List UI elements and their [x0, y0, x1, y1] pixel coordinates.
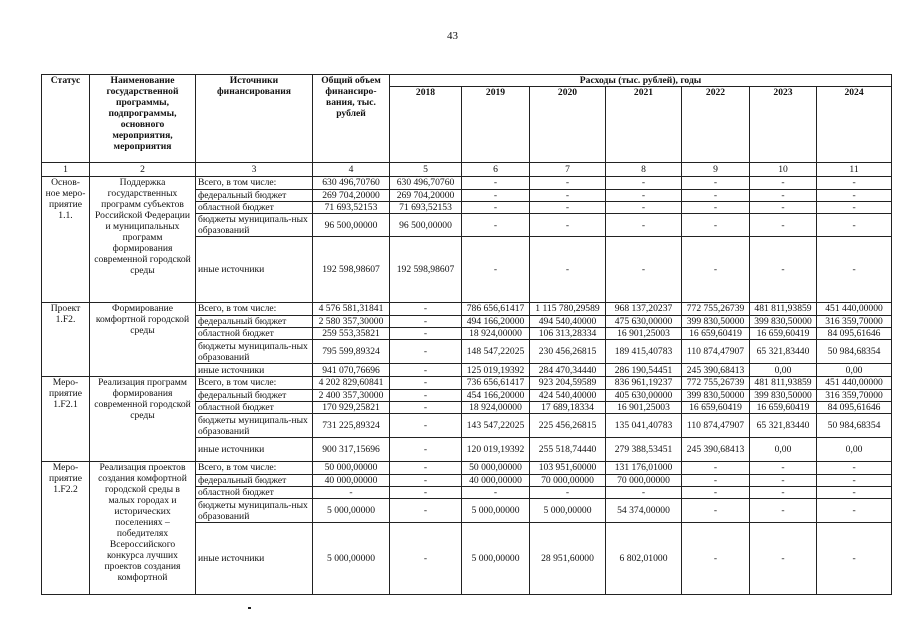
year-value-cell: 225 456,26815	[530, 414, 606, 438]
column-number: 9	[682, 163, 750, 177]
year-value-cell: 245 390,68413	[682, 438, 750, 462]
source-cell: иные источники	[196, 364, 313, 377]
total-cell: 731 225,89324	[313, 414, 390, 438]
year-value-cell: -	[682, 190, 750, 202]
year-value-cell: 65 321,83440	[750, 340, 817, 364]
year-value-cell: 316 359,70000	[817, 390, 892, 402]
year-value-cell: -	[817, 475, 892, 487]
total-cell: 941 070,76696	[313, 364, 390, 377]
total-cell: 40 000,00000	[313, 475, 390, 487]
year-value-cell: 135 041,40783	[606, 414, 682, 438]
year-value-cell: -	[750, 499, 817, 523]
year-value-cell: -	[390, 523, 462, 595]
year-value-cell: 0,00	[817, 364, 892, 377]
year-value-cell: 50 984,68354	[817, 414, 892, 438]
year-value-cell: -	[390, 487, 462, 499]
status-cell: Проект 1.F2.	[42, 303, 90, 377]
year-value-cell: 923 204,59589	[530, 377, 606, 390]
year-value-cell: -	[390, 316, 462, 328]
year-value-cell: 148 547,22025	[462, 340, 530, 364]
year-value-cell: 0,00	[817, 438, 892, 462]
year-value-cell: 630 496,70760	[390, 177, 462, 190]
year-value-cell: -	[462, 190, 530, 202]
header-year: 2024	[817, 87, 892, 163]
column-number: 11	[817, 163, 892, 177]
year-value-cell: -	[817, 523, 892, 595]
year-value-cell: 475 630,00000	[606, 316, 682, 328]
year-value-cell: 279 388,53451	[606, 438, 682, 462]
year-value-cell: 16 659,60419	[750, 328, 817, 340]
source-cell: Всего, в том числе:	[196, 462, 313, 475]
year-value-cell: -	[606, 214, 682, 237]
source-cell: Всего, в том числе:	[196, 303, 313, 316]
total-cell: 192 598,98607	[313, 237, 390, 303]
year-value-cell: 143 547,22025	[462, 414, 530, 438]
source-cell: бюджеты муниципаль-ных образований	[196, 499, 313, 523]
source-cell: Всего, в том числе:	[196, 177, 313, 190]
year-value-cell: 28 951,60000	[530, 523, 606, 595]
column-number: 1	[42, 163, 90, 177]
year-value-cell: -	[817, 487, 892, 499]
year-value-cell: -	[817, 237, 892, 303]
year-value-cell: 1 115 780,29589	[530, 303, 606, 316]
year-value-cell: -	[390, 340, 462, 364]
source-cell: иные источники	[196, 237, 313, 303]
column-number: 6	[462, 163, 530, 177]
year-value-cell: 968 137,20237	[606, 303, 682, 316]
year-value-cell: -	[462, 487, 530, 499]
year-value-cell: 50 000,00000	[462, 462, 530, 475]
year-value-cell: 451 440,00000	[817, 303, 892, 316]
year-value-cell: 230 456,26815	[530, 340, 606, 364]
year-value-cell: -	[750, 190, 817, 202]
source-cell: бюджеты муниципаль-ных образований	[196, 340, 313, 364]
source-cell: федеральный бюджет	[196, 390, 313, 402]
year-value-cell: -	[750, 237, 817, 303]
year-value-cell: 50 984,68354	[817, 340, 892, 364]
total-cell: 900 317,15696	[313, 438, 390, 462]
year-value-cell: 84 095,61646	[817, 328, 892, 340]
year-value-cell: -	[750, 202, 817, 214]
year-value-cell: 245 390,68413	[682, 364, 750, 377]
year-value-cell: 71 693,52153	[390, 202, 462, 214]
year-value-cell: 786 656,61417	[462, 303, 530, 316]
year-value-cell: 255 518,74440	[530, 438, 606, 462]
year-value-cell: 5 000,00000	[462, 523, 530, 595]
year-value-cell: 399 830,50000	[682, 390, 750, 402]
table-row	[42, 303, 892, 316]
column-number: 4	[313, 163, 390, 177]
total-cell: -	[313, 487, 390, 499]
source-cell: федеральный бюджет	[196, 475, 313, 487]
column-number: 3	[196, 163, 313, 177]
year-value-cell: 18 924,00000	[462, 402, 530, 414]
year-value-cell: -	[530, 237, 606, 303]
year-value-cell: -	[462, 202, 530, 214]
header-year: 2022	[682, 87, 750, 163]
year-value-cell: 18 924,00000	[462, 328, 530, 340]
year-value-cell: 84 095,61646	[817, 402, 892, 414]
year-value-cell: 16 659,60419	[682, 328, 750, 340]
source-cell: Всего, в том числе:	[196, 377, 313, 390]
year-value-cell: -	[530, 214, 606, 237]
year-value-cell: -	[817, 214, 892, 237]
table-row	[42, 377, 892, 390]
column-number: 5	[390, 163, 462, 177]
total-cell: 96 500,00000	[313, 214, 390, 237]
year-value-cell: -	[606, 190, 682, 202]
total-cell: 5 000,00000	[313, 499, 390, 523]
year-value-cell: 269 704,20000	[390, 190, 462, 202]
table-row	[42, 462, 892, 475]
budget-table	[41, 74, 892, 595]
year-value-cell: 6 802,01000	[606, 523, 682, 595]
header-expenses: Расходы (тыс. рублей), годы	[390, 75, 892, 87]
year-value-cell: -	[462, 177, 530, 190]
year-value-cell: 70 000,00000	[530, 475, 606, 487]
year-value-cell: 772 755,26739	[682, 377, 750, 390]
year-value-cell: -	[606, 237, 682, 303]
total-cell: 5 000,00000	[313, 523, 390, 595]
year-value-cell: -	[682, 475, 750, 487]
year-value-cell: 16 659,60419	[750, 402, 817, 414]
year-value-cell: -	[817, 499, 892, 523]
year-value-cell: 736 656,61417	[462, 377, 530, 390]
source-cell: иные источники	[196, 438, 313, 462]
total-cell: 4 576 581,31841	[313, 303, 390, 316]
year-value-cell: -	[390, 303, 462, 316]
name-cell: Формирование комфортной городской среды	[90, 303, 196, 377]
year-value-cell: -	[750, 487, 817, 499]
column-number: 8	[606, 163, 682, 177]
source-cell: федеральный бюджет	[196, 190, 313, 202]
section-activity-1-f2-1	[42, 377, 892, 462]
year-value-cell: -	[530, 177, 606, 190]
year-value-cell: -	[682, 487, 750, 499]
header-year: 2023	[750, 87, 817, 163]
year-value-cell: -	[390, 402, 462, 414]
year-value-cell: 405 630,00000	[606, 390, 682, 402]
year-value-cell: 110 874,47907	[682, 340, 750, 364]
year-value-cell: 120 019,19392	[462, 438, 530, 462]
year-value-cell: -	[606, 177, 682, 190]
year-value-cell: -	[390, 390, 462, 402]
source-cell: областной бюджет	[196, 487, 313, 499]
year-value-cell: -	[750, 177, 817, 190]
year-value-cell: -	[682, 499, 750, 523]
year-value-cell: -	[682, 202, 750, 214]
year-value-cell: -	[390, 364, 462, 377]
year-value-cell: 0,00	[750, 438, 817, 462]
year-value-cell: 0,00	[750, 364, 817, 377]
year-value-cell: 451 440,00000	[817, 377, 892, 390]
year-value-cell: 16 901,25003	[606, 402, 682, 414]
year-value-cell: -	[817, 177, 892, 190]
total-cell: 71 693,52153	[313, 202, 390, 214]
header-total: Общий объем финансиро-вания, тыс. рублей	[313, 75, 390, 163]
year-value-cell: -	[682, 177, 750, 190]
year-value-cell: 481 811,93859	[750, 303, 817, 316]
year-value-cell: 17 689,18334	[530, 402, 606, 414]
year-value-cell: 103 951,60000	[530, 462, 606, 475]
year-value-cell: -	[750, 214, 817, 237]
total-cell: 259 553,35821	[313, 328, 390, 340]
year-value-cell: 131 176,01000	[606, 462, 682, 475]
year-value-cell: 192 598,98607	[390, 237, 462, 303]
source-cell: областной бюджет	[196, 202, 313, 214]
year-value-cell: -	[390, 475, 462, 487]
name-cell: Поддержка государственных программ субъектов Российской Федерации и муниципальных программ формирования современной городской среды	[90, 177, 196, 303]
section-main-activity-1-1	[42, 177, 892, 303]
year-value-cell: -	[390, 499, 462, 523]
year-value-cell: -	[750, 462, 817, 475]
total-cell: 269 704,20000	[313, 190, 390, 202]
header-year: 2018	[390, 87, 462, 163]
scan-mark	[248, 607, 251, 609]
year-value-cell: -	[390, 414, 462, 438]
page-number: 43	[447, 30, 458, 42]
year-value-cell: -	[606, 487, 682, 499]
year-value-cell: 494 540,40000	[530, 316, 606, 328]
column-number: 2	[90, 163, 196, 177]
year-value-cell: 494 166,20000	[462, 316, 530, 328]
year-value-cell: -	[682, 523, 750, 595]
header-year: 2021	[606, 87, 682, 163]
table-row	[42, 177, 892, 190]
year-value-cell: 96 500,00000	[390, 214, 462, 237]
header-status: Статус	[42, 75, 90, 163]
total-cell: 170 929,25821	[313, 402, 390, 414]
year-value-cell: -	[390, 462, 462, 475]
name-cell: Реализация программ формирования современной городской среды	[90, 377, 196, 462]
total-cell: 2 580 357,30000	[313, 316, 390, 328]
year-value-cell: 70 000,00000	[606, 475, 682, 487]
year-value-cell: -	[530, 190, 606, 202]
year-value-cell: -	[390, 377, 462, 390]
year-value-cell: 189 415,40783	[606, 340, 682, 364]
year-value-cell: 399 830,50000	[750, 316, 817, 328]
year-value-cell: -	[606, 202, 682, 214]
total-cell: 2 400 357,30000	[313, 390, 390, 402]
year-value-cell: -	[817, 202, 892, 214]
total-cell: 795 599,89324	[313, 340, 390, 364]
year-value-cell: 424 540,40000	[530, 390, 606, 402]
total-cell: 630 496,70760	[313, 177, 390, 190]
header-year: 2019	[462, 87, 530, 163]
source-cell: областной бюджет	[196, 328, 313, 340]
year-value-cell: 454 166,20000	[462, 390, 530, 402]
year-value-cell: -	[682, 462, 750, 475]
year-value-cell: -	[462, 237, 530, 303]
year-value-cell: -	[530, 202, 606, 214]
year-value-cell: 316 359,70000	[817, 316, 892, 328]
year-value-cell: -	[750, 475, 817, 487]
year-value-cell: 110 874,47907	[682, 414, 750, 438]
source-cell: бюджеты муниципаль-ных образований	[196, 214, 313, 237]
source-cell: федеральный бюджет	[196, 316, 313, 328]
status-cell: Меро-приятие 1.F2.2	[42, 462, 90, 595]
source-cell: иные источники	[196, 523, 313, 595]
column-number: 10	[750, 163, 817, 177]
status-cell: Основ-ное меро-приятие 1.1.	[42, 177, 90, 303]
year-value-cell: 481 811,93859	[750, 377, 817, 390]
year-value-cell: -	[750, 523, 817, 595]
year-value-cell: 5 000,00000	[462, 499, 530, 523]
total-cell: 4 202 829,60841	[313, 377, 390, 390]
section-project-1-f2	[42, 303, 892, 377]
source-cell: областной бюджет	[196, 402, 313, 414]
year-value-cell: 106 313,28334	[530, 328, 606, 340]
year-value-cell: -	[390, 438, 462, 462]
name-cell: Реализация проектов создания комфортной городской среды в малых городах и исторических поселениях – победителях Всероссийского конкурса лучших проектов создания комфортной	[90, 462, 196, 595]
year-value-cell: 399 830,50000	[750, 390, 817, 402]
year-value-cell: -	[682, 237, 750, 303]
source-cell: бюджеты муниципаль-ных образований	[196, 414, 313, 438]
section-activity-1-f2-2	[42, 462, 892, 595]
year-value-cell: 16 659,60419	[682, 402, 750, 414]
year-value-cell: -	[390, 328, 462, 340]
year-value-cell: -	[817, 462, 892, 475]
year-value-cell: 836 961,19237	[606, 377, 682, 390]
column-number: 7	[530, 163, 606, 177]
year-value-cell: 5 000,00000	[530, 499, 606, 523]
year-value-cell: 399 830,50000	[682, 316, 750, 328]
year-value-cell: 286 190,54451	[606, 364, 682, 377]
year-value-cell: 125 019,19392	[462, 364, 530, 377]
header-year: 2020	[530, 87, 606, 163]
year-value-cell: -	[817, 190, 892, 202]
year-value-cell: 40 000,00000	[462, 475, 530, 487]
year-value-cell: 16 901,25003	[606, 328, 682, 340]
status-cell: Меро-приятие 1.F2.1	[42, 377, 90, 462]
total-cell: 50 000,00000	[313, 462, 390, 475]
header-sources: Источники финансирования	[196, 75, 313, 163]
year-value-cell: -	[682, 214, 750, 237]
year-value-cell: -	[462, 214, 530, 237]
year-value-cell: 65 321,83440	[750, 414, 817, 438]
year-value-cell: 772 755,26739	[682, 303, 750, 316]
year-value-cell: -	[530, 487, 606, 499]
year-value-cell: 54 374,00000	[606, 499, 682, 523]
header-name: Наименование государственной программы, подпрограммы, основного мероприятия, мероприятия	[90, 75, 196, 163]
year-value-cell: 284 470,34440	[530, 364, 606, 377]
